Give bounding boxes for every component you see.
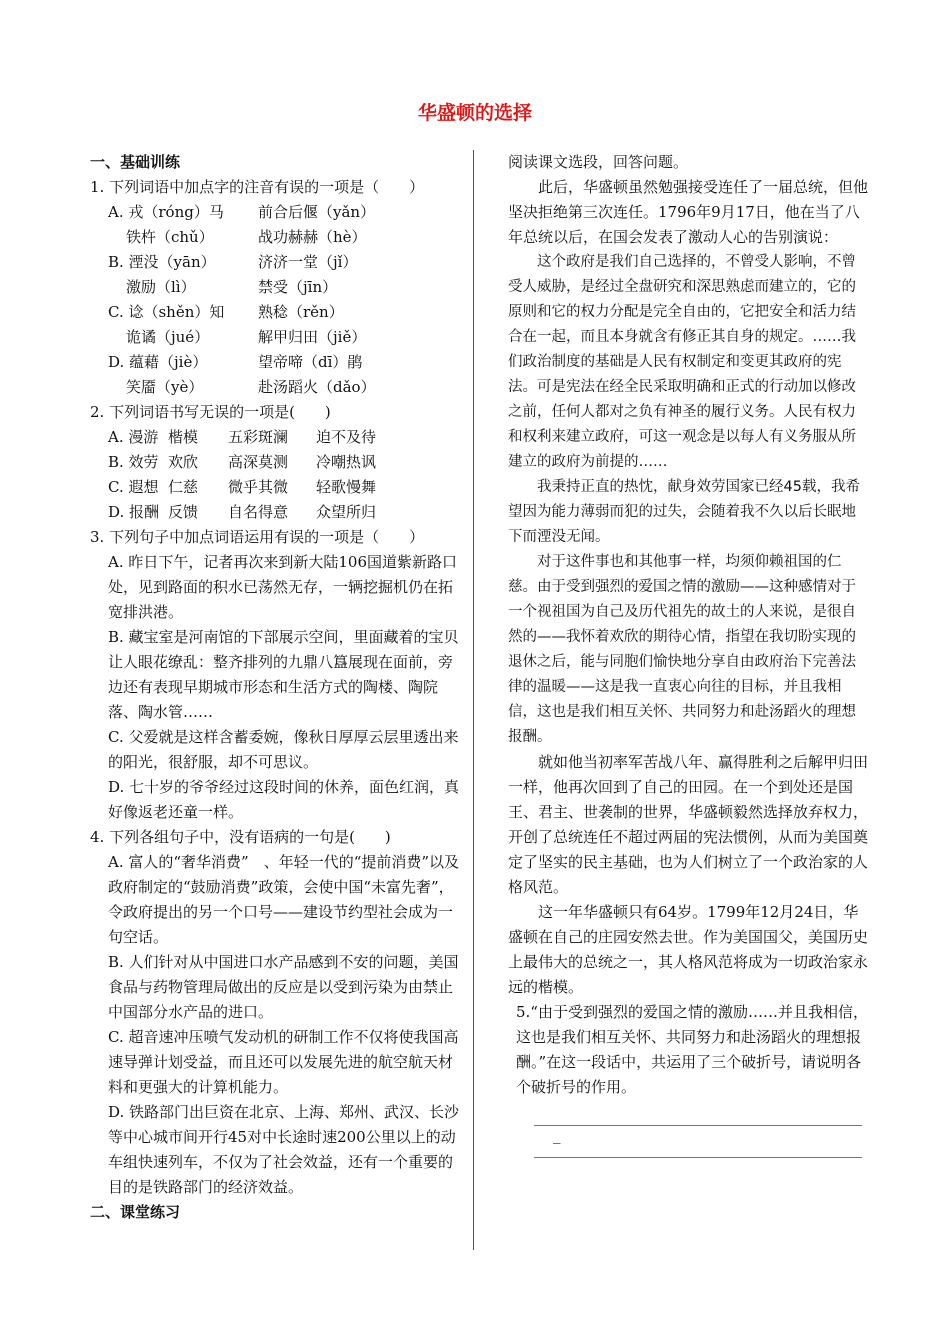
q4-option-c: C. 超音速冲压喷气发动机的研制工作不仅将使我国高速导弹计划受益，而且还可以发展先进的航空航天材料和更强大的计算机能力。 bbox=[108, 1028, 459, 1096]
speech-quote: 我秉持正直的热忱，献身效劳国家已经45载，我希望因为能力薄弱而犯的过失，会随着我不久以后长眠地下而湮没无闻。 bbox=[508, 479, 860, 545]
q3-option-b: B. 藏宝室是河南馆的下部展示空间，里面藏着的宝贝让人眼花缭乱：整齐排列的九鼎八簋展现在面前，旁边还有表现早期城市形态和生活方式的陶楼、陶院落、陶水管…… bbox=[108, 628, 459, 721]
question-2 bbox=[90, 400, 460, 525]
q1-row: 激励（lì） 禁受（jīn） bbox=[126, 278, 338, 296]
passage-paragraph: 就如他当初率军苦战八年、赢得胜利之后解甲归田一样，他再次回到了自己的田园。在一个到处还是国王、君主、世袭制的世界，华盛顿毅然选择放弃权力，开创了总统连任不超过两届的宪法惯例，从而为美国奠定了坚实的民主基础，也为人们树立了一个政治家的人格风范。 bbox=[508, 753, 869, 896]
question-5: 5.“由于受到强烈的爱国之情的激励……并且我相信，这也是我们相互关怀、共同努力和赴汤蹈火的理想报酬。”在这一段话中，共运用了三个破折号，请说明各个破折号的作用。 bbox=[516, 1003, 868, 1096]
q4-option-b: B. 人们针对从中国进口水产品感到不安的问题，美国食品与药物管理局做出的反应是以受到污染为由禁止中国部分水产品的进口。 bbox=[108, 953, 459, 1021]
answer-mark: _ bbox=[553, 1126, 561, 1144]
question-1-stem: 1. 下列词语中加点字的注音有误的一项是（ ） bbox=[90, 178, 425, 196]
question-4-stem: 4. 下列各组句子中，没有语病的一句是( ) bbox=[90, 828, 391, 846]
q2-row: D. 报酬 反馈 自名得意 众望所归 bbox=[108, 503, 377, 521]
q3-option-a: A. 昨日下午，记者再次来到新大陆106国道紫新路口处，见到路面的积水已荡然无存，一辆挖掘机仍在拓宽排洪港。 bbox=[108, 553, 458, 621]
q3-option-d: D. 七十岁的爷爷经过这段时间的休养，面色红润，真好像返老还童一样。 bbox=[108, 778, 460, 821]
q1-row: B. 湮没（yān） 济济一堂（jǐ） bbox=[108, 253, 358, 271]
q1-row: C. 谂（shěn）知 熟稔（rěn） bbox=[108, 303, 344, 321]
passage-paragraph: 这一年华盛顿只有64岁。1799年12月24日，华盛顿在自己的庄园安然去世。作为美国国父，美国历史上最伟大的总统之一，其人格风范将成为一切政治家永远的楷模。 bbox=[508, 903, 869, 996]
q2-row: C. 遐想 仁慈 微乎其微 轻歌慢舞 bbox=[108, 478, 377, 496]
reading-intro: 阅读课文选段，回答问题。 bbox=[508, 153, 689, 171]
question-3-stem: 3. 下列句子中加点词语运用有误的一项是（ ） bbox=[90, 528, 425, 546]
q3-option-c: C. 父爱就是这样含蓄委婉，像秋日厚厚云层里透出来的阳光，很舒服，却不可思议。 bbox=[108, 728, 459, 771]
q4-option-a: A. 富人的“奢华消费” 、年轻一代的“提前消费”以及政府制定的“鼓励消费”政策，会使中国“未富先奢”，令政府提出的另一个口号——建设节约型社会成为一句空话。 bbox=[108, 853, 460, 946]
q4-option-d: D. 铁路部门出巨资在北京、上海、郑州、武汉、长沙等中心城市间开行45对中长途时速200公里以上的动车组快速列车，不仅为了社会效益，还有一个重要的目的是铁路部门的经济效益。 bbox=[108, 1103, 460, 1196]
q1-row: 铁杵（chǔ） 战功赫赫（hè） bbox=[126, 228, 367, 246]
passage-paragraph: 此后，华盛顿虽然勉强接受连任了一届总统，但他坚决拒绝第三次连任。1796年9月17日，他在当了八年总统以后，在国会发表了激动人心的告别演说： bbox=[508, 178, 869, 246]
q2-row: B. 效劳 欢欣 高深莫测 冷嘲热讽 bbox=[108, 453, 377, 471]
q1-row: 笑靥（yè） 赴汤蹈火（dǎo） bbox=[126, 378, 376, 396]
q1-row: 诡谲（jué） 解甲归田（jiě） bbox=[126, 328, 367, 346]
section-basic-training: 一、基础训练 bbox=[90, 153, 181, 171]
answer-line[interactable] bbox=[534, 1156, 862, 1158]
q2-row: A. 漫游 楷模 五彩斑澜 迫不及待 bbox=[108, 428, 377, 446]
left-column bbox=[90, 150, 460, 1225]
question-3 bbox=[90, 525, 460, 825]
question-1 bbox=[90, 175, 460, 400]
page-title: 华盛顿的选择 bbox=[417, 102, 532, 124]
question-2-stem: 2. 下列词语书写无误的一项是( ) bbox=[90, 403, 331, 421]
column-divider bbox=[473, 150, 474, 1250]
section-class-practice: 二、课堂练习 bbox=[90, 1203, 181, 1221]
right-column bbox=[508, 150, 870, 1158]
question-4 bbox=[90, 825, 460, 1200]
speech-quote: 对于这件事也和其他事一样，均须仰赖祖国的仁慈。由于受到强烈的爱国之情的激励——这种感情对于一个视祖国为自己及历代祖先的故土的人来说，是很自然的——我怀着欢欣的期待心情，指望在我切盼实现的退休之后，能与同胞们愉快地分享自由政府治下完善法律的温暖——这是我一直衷心向往的目标，并且我相信，这也是我们相互关怀、共同努力和赴汤蹈火的理想报酬。 bbox=[508, 554, 856, 745]
q1-row: D. 蕴藉（jiè） 望帝啼（dī）鹃 bbox=[108, 353, 363, 371]
speech-quote: 这个政府是我们自己选择的，不曾受人影响，不曾受人威胁，是经过全盘研究和深思熟虑而建立的，它的原则和它的权力分配是完全自由的，它把安全和活力结合在一起，而且本身就含有修正其自身的规定。……我们政治制度的基础是人民有权制定和变更其政府的宪法。可是宪法在经全民采取明确和正式的行动加以修改之前，任何人都对之负有神圣的履行义务。人民有权力和权利来建立政府，可这一观念是以每人有义务服从所建立的政府为前提的…… bbox=[508, 254, 856, 470]
q1-row: A. 戎（róng）马 前合后偃（yǎn） bbox=[108, 203, 376, 221]
